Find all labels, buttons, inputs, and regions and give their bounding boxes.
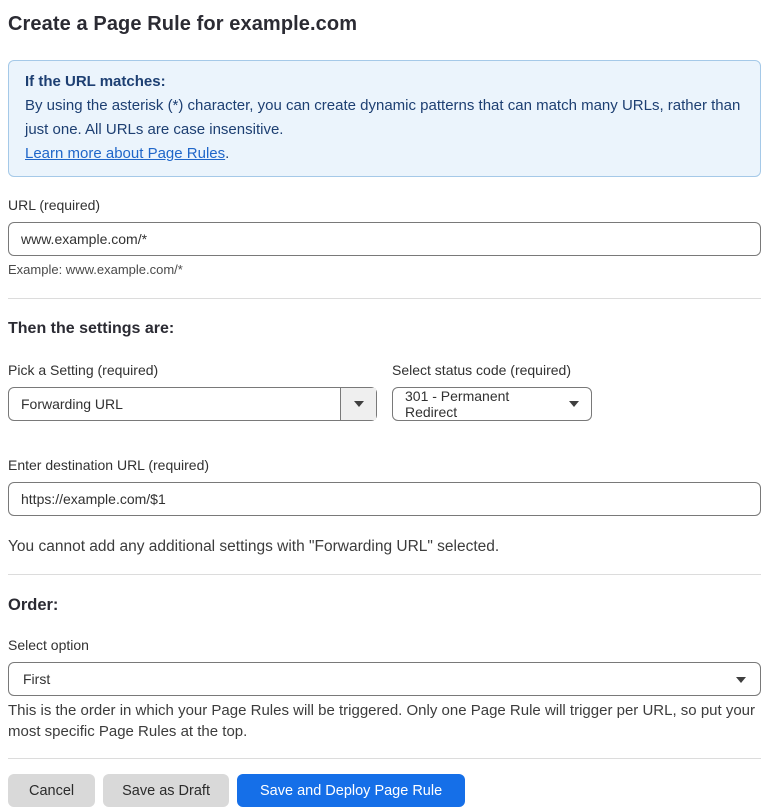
link-suffix: . <box>225 145 230 162</box>
status-code-select[interactable] <box>392 387 592 421</box>
save-as-draft-button[interactable]: Save as Draft <box>103 774 229 807</box>
status-code-group <box>392 362 592 421</box>
setting-picker-label: Pick a Setting (required) <box>8 362 159 378</box>
settings-dropdown-row <box>8 362 761 421</box>
url-example-helper: Example: www.example.com/* <box>8 262 183 277</box>
settings-section-heading: Then the settings are: <box>8 320 175 337</box>
destination-url-label: Enter destination URL (required) <box>8 457 210 473</box>
order-helper-text: This is the order in which your Page Rules will be triggered. Only one Page Rule will trigger per URL, so put your most specific Page Rules at the top. <box>8 702 756 740</box>
url-input[interactable] <box>8 222 761 256</box>
divider <box>8 298 761 299</box>
status-code-label: Select status code (required) <box>392 362 571 378</box>
divider <box>8 574 761 575</box>
chevron-down-icon <box>354 401 364 407</box>
url-matches-info-box <box>8 60 761 177</box>
order-section-heading: Order: <box>8 596 59 614</box>
info-box-link-line <box>25 142 744 166</box>
divider <box>8 758 761 759</box>
action-button-row <box>8 774 761 807</box>
status-code-value: 301 - Permanent Redirect <box>405 388 510 420</box>
setting-picker-group <box>8 362 377 421</box>
chevron-down-icon <box>569 401 579 407</box>
forwarding-url-note: You cannot add any additional settings with "Forwarding URL" selected. <box>8 538 500 555</box>
cancel-button[interactable]: Cancel <box>8 774 95 807</box>
save-and-deploy-button[interactable]: Save and Deploy Page Rule <box>237 774 465 807</box>
setting-picker-select[interactable] <box>8 387 377 421</box>
destination-url-input[interactable] <box>8 482 761 516</box>
info-box-heading: If the URL matches: <box>25 73 166 90</box>
order-select[interactable] <box>8 662 761 696</box>
url-field-label: URL (required) <box>8 197 101 213</box>
page-title: Create a Page Rule for example.com <box>8 13 358 35</box>
info-box-body: By using the asterisk (*) character, you can create dynamic patterns that can match many URLs, rather than just one. All URLs are case insensitive. <box>25 97 741 138</box>
learn-more-link[interactable]: Learn more about Page Rules <box>25 145 226 162</box>
chevron-down-icon <box>736 677 746 683</box>
order-select-value: First <box>23 671 51 687</box>
order-select-label: Select option <box>8 637 89 653</box>
setting-picker-arrow-segment[interactable] <box>340 388 376 420</box>
setting-picker-value: Forwarding URL <box>21 396 123 412</box>
